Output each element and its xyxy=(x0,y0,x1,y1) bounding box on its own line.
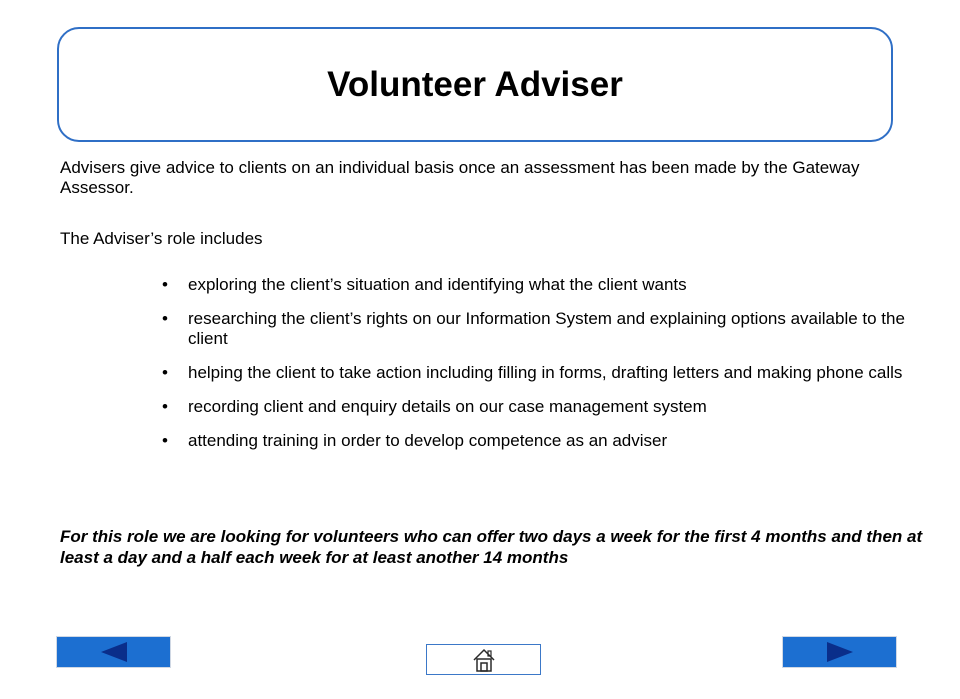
bullet-marker: • xyxy=(162,275,168,294)
bullet-item xyxy=(160,275,920,295)
bullet-item xyxy=(160,309,920,349)
title-box xyxy=(57,27,893,142)
home-button[interactable] xyxy=(426,644,541,675)
previous-slide-button[interactable] xyxy=(56,636,171,668)
right-arrow-icon xyxy=(827,642,853,662)
bullet-marker: • xyxy=(162,309,168,328)
bullet-marker: • xyxy=(162,431,168,450)
bullet-item xyxy=(160,431,920,451)
bullet-item xyxy=(160,397,920,417)
bullet-text: attending training in order to develop competence as an adviser xyxy=(188,431,668,450)
bullet-text: helping the client to take action including filling in forms, drafting letters and making phone calls xyxy=(188,363,903,382)
bullet-marker: • xyxy=(162,363,168,382)
next-slide-button[interactable] xyxy=(782,636,897,668)
closing-statement: For this role we are looking for volunteers who can offer two days a week for the first 4 months and then at least a day and a half each week for at least another 14 months xyxy=(60,527,923,567)
role-heading: The Adviser’s role includes xyxy=(60,229,263,248)
slide-title: Volunteer Adviser xyxy=(327,64,623,104)
left-arrow-icon xyxy=(101,642,127,662)
bullet-text: exploring the client’s situation and identifying what the client wants xyxy=(188,275,687,294)
home-icon xyxy=(472,648,496,672)
role-bullet-list xyxy=(160,275,920,465)
bullet-text: recording client and enquiry details on our case management system xyxy=(188,397,707,416)
bullet-marker: • xyxy=(162,397,168,416)
intro-paragraph: Advisers give advice to clients on an individual basis once an assessment has been made by the Gateway Assessor. xyxy=(60,158,860,197)
bullet-text: researching the client’s rights on our Information System and explaining options available to the client xyxy=(188,309,905,348)
bullet-item xyxy=(160,363,920,383)
